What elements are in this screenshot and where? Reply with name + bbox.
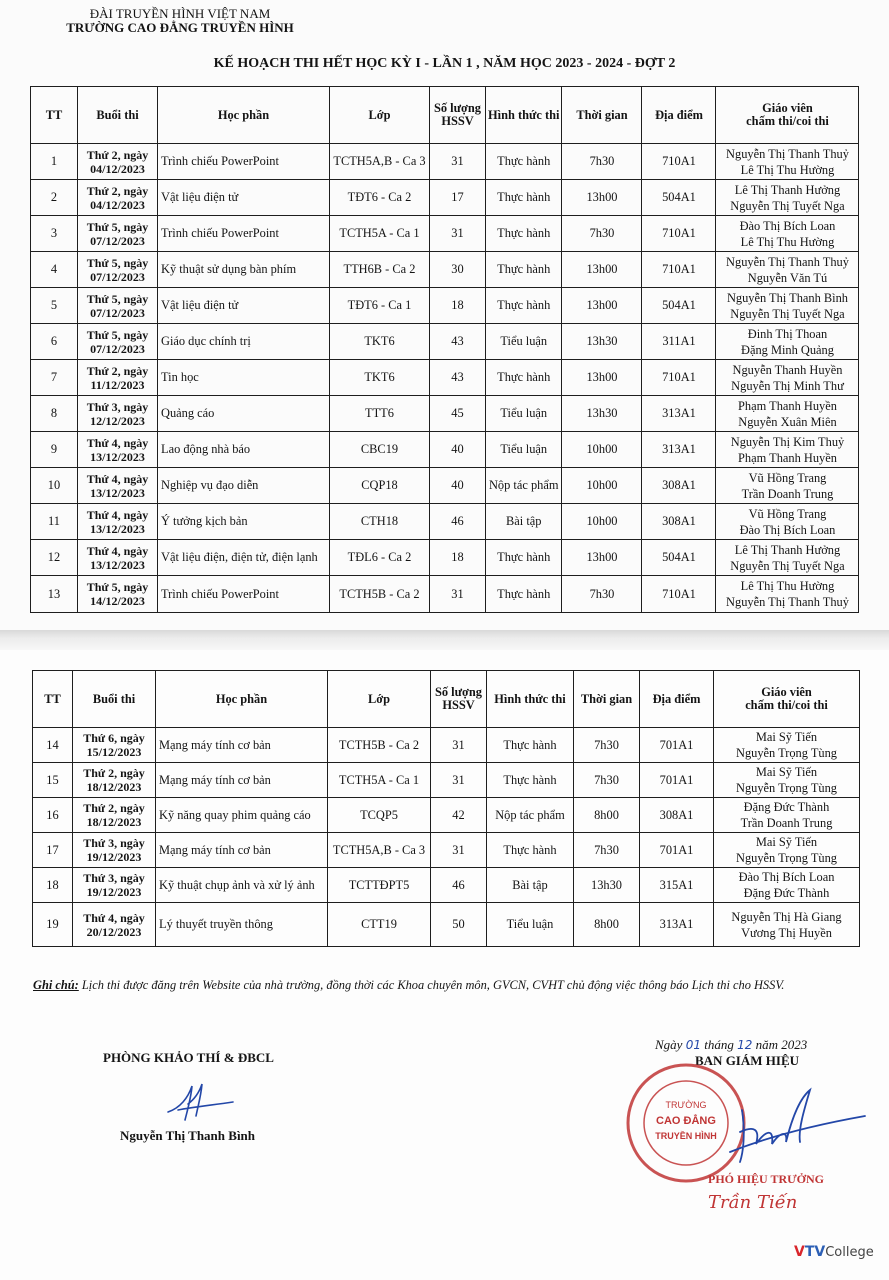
- sign-month: 12: [737, 1038, 753, 1052]
- cell-time: 10h00: [562, 468, 642, 504]
- table-row: [33, 728, 860, 763]
- table-row: [31, 216, 859, 252]
- col-header-tt: TT: [33, 671, 73, 728]
- cell-form: Thực hành: [486, 360, 562, 396]
- col-header-session: Buổi thi: [78, 87, 158, 144]
- table-row: [31, 396, 859, 432]
- cell-teacher: Mai Sỹ Tiến Nguyễn Trọng Tùng: [714, 833, 860, 868]
- cell-time: 13h30: [562, 324, 642, 360]
- cell-session: Thứ 2, ngày 04/12/2023: [78, 144, 158, 180]
- cell-session: Thứ 4, ngày 13/12/2023: [78, 540, 158, 576]
- cell-class: TKT6: [330, 360, 430, 396]
- signer-title: PHÓ HIỆU TRƯỞNG: [708, 1172, 825, 1186]
- cell-subject: Mạng máy tính cơ bản: [156, 833, 328, 868]
- cell-class: CBC19: [330, 432, 430, 468]
- cell-form: Thực hành: [486, 540, 562, 576]
- cell-count: 40: [430, 468, 486, 504]
- stamp-text-3: TRUYỀN HÌNH: [655, 1131, 717, 1141]
- col-header-teacher: Giáo viên chấm thi/coi thi: [714, 671, 860, 728]
- cell-form: Thực hành: [487, 833, 574, 868]
- cell-teacher: Vũ Hồng Trang Trần Doanh Trung: [716, 468, 859, 504]
- cell-time: 7h30: [574, 763, 640, 798]
- cell-count: 18: [430, 540, 486, 576]
- sign-date: Ngày 01 tháng 12 năm 2023: [655, 1037, 808, 1052]
- cell-session: Thứ 5, ngày 07/12/2023: [78, 324, 158, 360]
- cell-subject: Ý tưởng kịch bản: [158, 504, 330, 540]
- cell-count: 17: [430, 180, 486, 216]
- cell-count: 18: [430, 288, 486, 324]
- cell-teacher: Phạm Thanh Huyền Nguyễn Xuân Miên: [716, 396, 859, 432]
- table-row: [33, 868, 860, 903]
- cell-location: 311A1: [642, 324, 716, 360]
- col-header-class: Lớp: [328, 671, 431, 728]
- cell-tt: 4: [31, 252, 78, 288]
- sign-day: 01: [685, 1038, 701, 1052]
- footnote-text: Lịch thi được đăng trên Website của nhà trường, đồng thời các Khoa chuyên môn, GVCN, CVHT chủ động việc thông báo Lịch thi cho HSSV.: [78, 978, 785, 992]
- cell-teacher: Nguyễn Thanh Huyền Nguyễn Thị Minh Thư: [716, 360, 859, 396]
- cell-location: 701A1: [640, 728, 714, 763]
- cell-tt: 3: [31, 216, 78, 252]
- cell-teacher: Nguyễn Thị Thanh Thuỷ Lê Thị Thu Hường: [716, 144, 859, 180]
- col-header-location: Địa điểm: [640, 671, 714, 728]
- cell-tt: 2: [31, 180, 78, 216]
- cell-subject: Giáo dục chính trị: [158, 324, 330, 360]
- cell-session: Thứ 4, ngày 20/12/2023: [73, 903, 156, 947]
- cell-form: Thực hành: [486, 252, 562, 288]
- cell-session: Thứ 3, ngày 12/12/2023: [78, 396, 158, 432]
- cell-session: Thứ 6, ngày 15/12/2023: [73, 728, 156, 763]
- cell-session: Thứ 5, ngày 07/12/2023: [78, 252, 158, 288]
- table-row: [33, 763, 860, 798]
- cell-teacher: Lê Thị Thanh Hưởng Nguyễn Thị Tuyết Nga: [716, 540, 859, 576]
- cell-tt: 9: [31, 432, 78, 468]
- cell-location: 315A1: [640, 868, 714, 903]
- cell-time: 13h30: [562, 396, 642, 432]
- cell-time: 10h00: [562, 504, 642, 540]
- cell-tt: 1: [31, 144, 78, 180]
- exam-schedule-table-continued: [32, 670, 860, 947]
- cell-count: 43: [430, 324, 486, 360]
- table-row: [31, 432, 859, 468]
- cell-time: 8h00: [574, 798, 640, 833]
- cell-tt: 15: [33, 763, 73, 798]
- cell-class: TĐL6 - Ca 2: [330, 540, 430, 576]
- cell-time: 10h00: [562, 432, 642, 468]
- cell-teacher: Đặng Đức Thành Trần Doanh Trung: [714, 798, 860, 833]
- cell-tt: 18: [33, 868, 73, 903]
- cell-tt: 12: [31, 540, 78, 576]
- cell-location: 308A1: [640, 798, 714, 833]
- cell-session: Thứ 4, ngày 13/12/2023: [78, 468, 158, 504]
- cell-time: 7h30: [574, 728, 640, 763]
- cell-session: Thứ 3, ngày 19/12/2023: [73, 833, 156, 868]
- cell-time: 7h30: [574, 833, 640, 868]
- cell-location: 710A1: [642, 144, 716, 180]
- cell-form: Bài tập: [487, 868, 574, 903]
- cell-subject: Tin học: [158, 360, 330, 396]
- board-title: BAN GIÁM HIỆU: [695, 1053, 800, 1068]
- col-header-time: Thời gian: [562, 87, 642, 144]
- vtv-college-logo: VTVCollege: [794, 1244, 874, 1260]
- cell-count: 46: [431, 868, 487, 903]
- cell-form: Nộp tác phẩm: [486, 468, 562, 504]
- table-row: [31, 540, 859, 576]
- cell-tt: 16: [33, 798, 73, 833]
- cell-location: 504A1: [642, 540, 716, 576]
- cell-session: Thứ 3, ngày 19/12/2023: [73, 868, 156, 903]
- cell-class: TTT6: [330, 396, 430, 432]
- table-header-row: [33, 671, 860, 728]
- table-row: [31, 360, 859, 396]
- cell-form: Thực hành: [486, 576, 562, 613]
- document-page-1: [0, 0, 889, 630]
- cell-subject: Vật liệu điện tử: [158, 288, 330, 324]
- cell-session: Thứ 4, ngày 13/12/2023: [78, 432, 158, 468]
- col-header-teacher: Giáo viên chấm thi/coi thi: [716, 87, 859, 144]
- col-header-subject: Học phần: [158, 87, 330, 144]
- cell-location: 313A1: [640, 903, 714, 947]
- cell-tt: 6: [31, 324, 78, 360]
- cell-class: TCTH5B - Ca 2: [330, 576, 430, 613]
- cell-form: Thực hành: [486, 216, 562, 252]
- table-row: [33, 903, 860, 947]
- cell-tt: 8: [31, 396, 78, 432]
- cell-teacher: Mai Sỹ Tiến Nguyễn Trọng Tùng: [714, 763, 860, 798]
- table-row: [31, 288, 859, 324]
- cell-count: 42: [431, 798, 487, 833]
- cell-subject: Mạng máy tính cơ bản: [156, 728, 328, 763]
- cell-count: 31: [431, 728, 487, 763]
- cell-count: 31: [430, 144, 486, 180]
- cell-class: TĐT6 - Ca 2: [330, 180, 430, 216]
- cell-class: TCTH5A,B - Ca 3: [328, 833, 431, 868]
- cell-subject: Kỹ thuật chụp ảnh và xử lý ảnh: [156, 868, 328, 903]
- cell-subject: Kỹ năng quay phim quảng cáo: [156, 798, 328, 833]
- cell-location: 710A1: [642, 360, 716, 396]
- cell-tt: 5: [31, 288, 78, 324]
- cell-time: 13h00: [562, 252, 642, 288]
- cell-session: Thứ 2, ngày 18/12/2023: [73, 798, 156, 833]
- col-header-session: Buổi thi: [73, 671, 156, 728]
- cell-teacher: Nguyễn Thị Thanh Thuỷ Nguyễn Văn Tú: [716, 252, 859, 288]
- stamp-text-1: TRƯỜNG: [665, 1100, 707, 1110]
- cell-session: Thứ 2, ngày 11/12/2023: [78, 360, 158, 396]
- cell-teacher: Đào Thị Bích Loan Lê Thị Thu Hường: [716, 216, 859, 252]
- cell-time: 7h30: [562, 216, 642, 252]
- cell-form: Tiểu luận: [486, 324, 562, 360]
- col-header-location: Địa điểm: [642, 87, 716, 144]
- cell-teacher: Lê Thị Thanh Hưởng Nguyễn Thị Tuyết Nga: [716, 180, 859, 216]
- cell-subject: Vật liệu điện, điện tử, điện lạnh: [158, 540, 330, 576]
- cell-subject: Trình chiếu PowerPoint: [158, 144, 330, 180]
- cell-time: 8h00: [574, 903, 640, 947]
- cell-form: Tiểu luận: [486, 396, 562, 432]
- cell-location: 701A1: [640, 763, 714, 798]
- cell-tt: 19: [33, 903, 73, 947]
- cell-teacher: Lê Thị Thu Hường Nguyễn Thị Thanh Thuỷ: [716, 576, 859, 613]
- cell-class: CTT19: [328, 903, 431, 947]
- cell-location: 710A1: [642, 576, 716, 613]
- cell-session: Thứ 5, ngày 07/12/2023: [78, 216, 158, 252]
- cell-tt: 10: [31, 468, 78, 504]
- exam-schedule-table: [30, 86, 859, 613]
- cell-class: TCQP5: [328, 798, 431, 833]
- col-header-class: Lớp: [330, 87, 430, 144]
- cell-subject: Vật liệu điện tử: [158, 180, 330, 216]
- cell-session: Thứ 5, ngày 14/12/2023: [78, 576, 158, 613]
- cell-count: 43: [430, 360, 486, 396]
- cell-class: CQP18: [330, 468, 430, 504]
- stamp-text-2: CAO ĐẲNG: [656, 1115, 716, 1127]
- cell-location: 710A1: [642, 252, 716, 288]
- cell-class: TCTH5B - Ca 2: [328, 728, 431, 763]
- cell-class: TCTH5A,B - Ca 3: [330, 144, 430, 180]
- cell-form: Tiểu luận: [487, 903, 574, 947]
- cell-session: Thứ 4, ngày 13/12/2023: [78, 504, 158, 540]
- cell-location: 308A1: [642, 468, 716, 504]
- cell-tt: 11: [31, 504, 78, 540]
- cell-class: TCTH5A - Ca 1: [330, 216, 430, 252]
- cell-class: CTH18: [330, 504, 430, 540]
- table-row: [33, 833, 860, 868]
- table-row: [31, 144, 859, 180]
- cell-session: Thứ 5, ngày 07/12/2023: [78, 288, 158, 324]
- cell-time: 7h30: [562, 576, 642, 613]
- cell-form: Tiểu luận: [486, 432, 562, 468]
- col-header-count: Số lượng HSSV: [431, 671, 487, 728]
- document-title: KẾ HOẠCH THI HẾT HỌC KỲ I - LẦN 1 , NĂM HỌC 2023 - 2024 - ĐỢT 2: [213, 56, 676, 71]
- cell-location: 701A1: [640, 833, 714, 868]
- cell-form: Thực hành: [486, 180, 562, 216]
- cell-time: 13h00: [562, 180, 642, 216]
- cell-location: 313A1: [642, 396, 716, 432]
- cell-tt: 7: [31, 360, 78, 396]
- page-gap: [0, 630, 889, 650]
- col-header-time: Thời gian: [574, 671, 640, 728]
- cell-location: 710A1: [642, 216, 716, 252]
- department-signature: [158, 1080, 238, 1125]
- cell-subject: Trình chiếu PowerPoint: [158, 576, 330, 613]
- table-row: [31, 252, 859, 288]
- cell-subject: Quảng cáo: [158, 396, 330, 432]
- cell-tt: 13: [31, 576, 78, 613]
- cell-count: 31: [430, 216, 486, 252]
- col-header-form: Hình thức thi: [486, 87, 562, 144]
- cell-subject: Kỹ thuật sử dụng bàn phím: [158, 252, 330, 288]
- cell-teacher: Đào Thị Bích Loan Đặng Đức Thành: [714, 868, 860, 903]
- cell-class: TKT6: [330, 324, 430, 360]
- cell-count: 45: [430, 396, 486, 432]
- cell-subject: Nghiệp vụ đạo diễn: [158, 468, 330, 504]
- cell-location: 504A1: [642, 288, 716, 324]
- table-row: [31, 180, 859, 216]
- cell-count: 30: [430, 252, 486, 288]
- footnote: [33, 977, 863, 993]
- cell-class: TTH6B - Ca 2: [330, 252, 430, 288]
- department-signer-name: Nguyễn Thị Thanh Bình: [120, 1128, 256, 1143]
- cell-count: 40: [430, 432, 486, 468]
- cell-subject: Lý thuyết truyền thông: [156, 903, 328, 947]
- organization-name: ĐÀI TRUYỀN HÌNH VIỆT NAM: [89, 6, 271, 21]
- cell-count: 50: [431, 903, 487, 947]
- cell-time: 13h00: [562, 288, 642, 324]
- cell-time: 7h30: [562, 144, 642, 180]
- table-header-row: [31, 87, 859, 144]
- cell-teacher: Mai Sỹ Tiến Nguyễn Trọng Tùng: [714, 728, 860, 763]
- cell-session: Thứ 2, ngày 18/12/2023: [73, 763, 156, 798]
- cell-teacher: Vũ Hồng Trang Đào Thị Bích Loan: [716, 504, 859, 540]
- signer-name: Trần Tiến: [708, 1192, 798, 1213]
- cell-time: 13h00: [562, 360, 642, 396]
- col-header-count: Số lượng HSSV: [430, 87, 486, 144]
- cell-tt: 14: [33, 728, 73, 763]
- cell-location: 313A1: [642, 432, 716, 468]
- cell-form: Thực hành: [487, 763, 574, 798]
- cell-subject: Lao động nhà báo: [158, 432, 330, 468]
- table-row: [33, 798, 860, 833]
- department-title: PHÒNG KHẢO THÍ & ĐBCL: [103, 1050, 274, 1065]
- cell-tt: 17: [33, 833, 73, 868]
- footnote-label: Ghi chú:: [33, 978, 79, 992]
- cell-session: Thứ 2, ngày 04/12/2023: [78, 180, 158, 216]
- cell-time: 13h30: [574, 868, 640, 903]
- col-header-tt: TT: [31, 87, 78, 144]
- table-row: [31, 324, 859, 360]
- board-signature: [700, 1070, 870, 1170]
- cell-subject: Trình chiếu PowerPoint: [158, 216, 330, 252]
- col-header-form: Hình thức thi: [487, 671, 574, 728]
- cell-count: 31: [430, 576, 486, 613]
- cell-class: TĐT6 - Ca 1: [330, 288, 430, 324]
- cell-teacher: Nguyễn Thị Hà Giang Vương Thị Huyền: [714, 903, 860, 947]
- cell-class: TCTTĐPT5: [328, 868, 431, 903]
- cell-class: TCTH5A - Ca 1: [328, 763, 431, 798]
- col-header-subject: Học phần: [156, 671, 328, 728]
- cell-location: 504A1: [642, 180, 716, 216]
- school-name: TRƯỜNG CAO ĐẲNG TRUYỀN HÌNH: [66, 20, 294, 35]
- cell-time: 13h00: [562, 540, 642, 576]
- cell-form: Thực hành: [486, 288, 562, 324]
- cell-form: Bài tập: [486, 504, 562, 540]
- table-row: [31, 576, 859, 613]
- table-row: [31, 504, 859, 540]
- cell-subject: Mạng máy tính cơ bản: [156, 763, 328, 798]
- cell-teacher: Nguyễn Thị Kim Thuỷ Phạm Thanh Huyền: [716, 432, 859, 468]
- cell-teacher: Nguyễn Thị Thanh Bình Nguyễn Thị Tuyết Nga: [716, 288, 859, 324]
- cell-count: 46: [430, 504, 486, 540]
- cell-count: 31: [431, 833, 487, 868]
- table-row: [31, 468, 859, 504]
- cell-form: Thực hành: [487, 728, 574, 763]
- cell-form: Thực hành: [486, 144, 562, 180]
- cell-location: 308A1: [642, 504, 716, 540]
- cell-form: Nộp tác phẩm: [487, 798, 574, 833]
- cell-count: 31: [431, 763, 487, 798]
- cell-teacher: Đinh Thị Thoan Đặng Minh Quảng: [716, 324, 859, 360]
